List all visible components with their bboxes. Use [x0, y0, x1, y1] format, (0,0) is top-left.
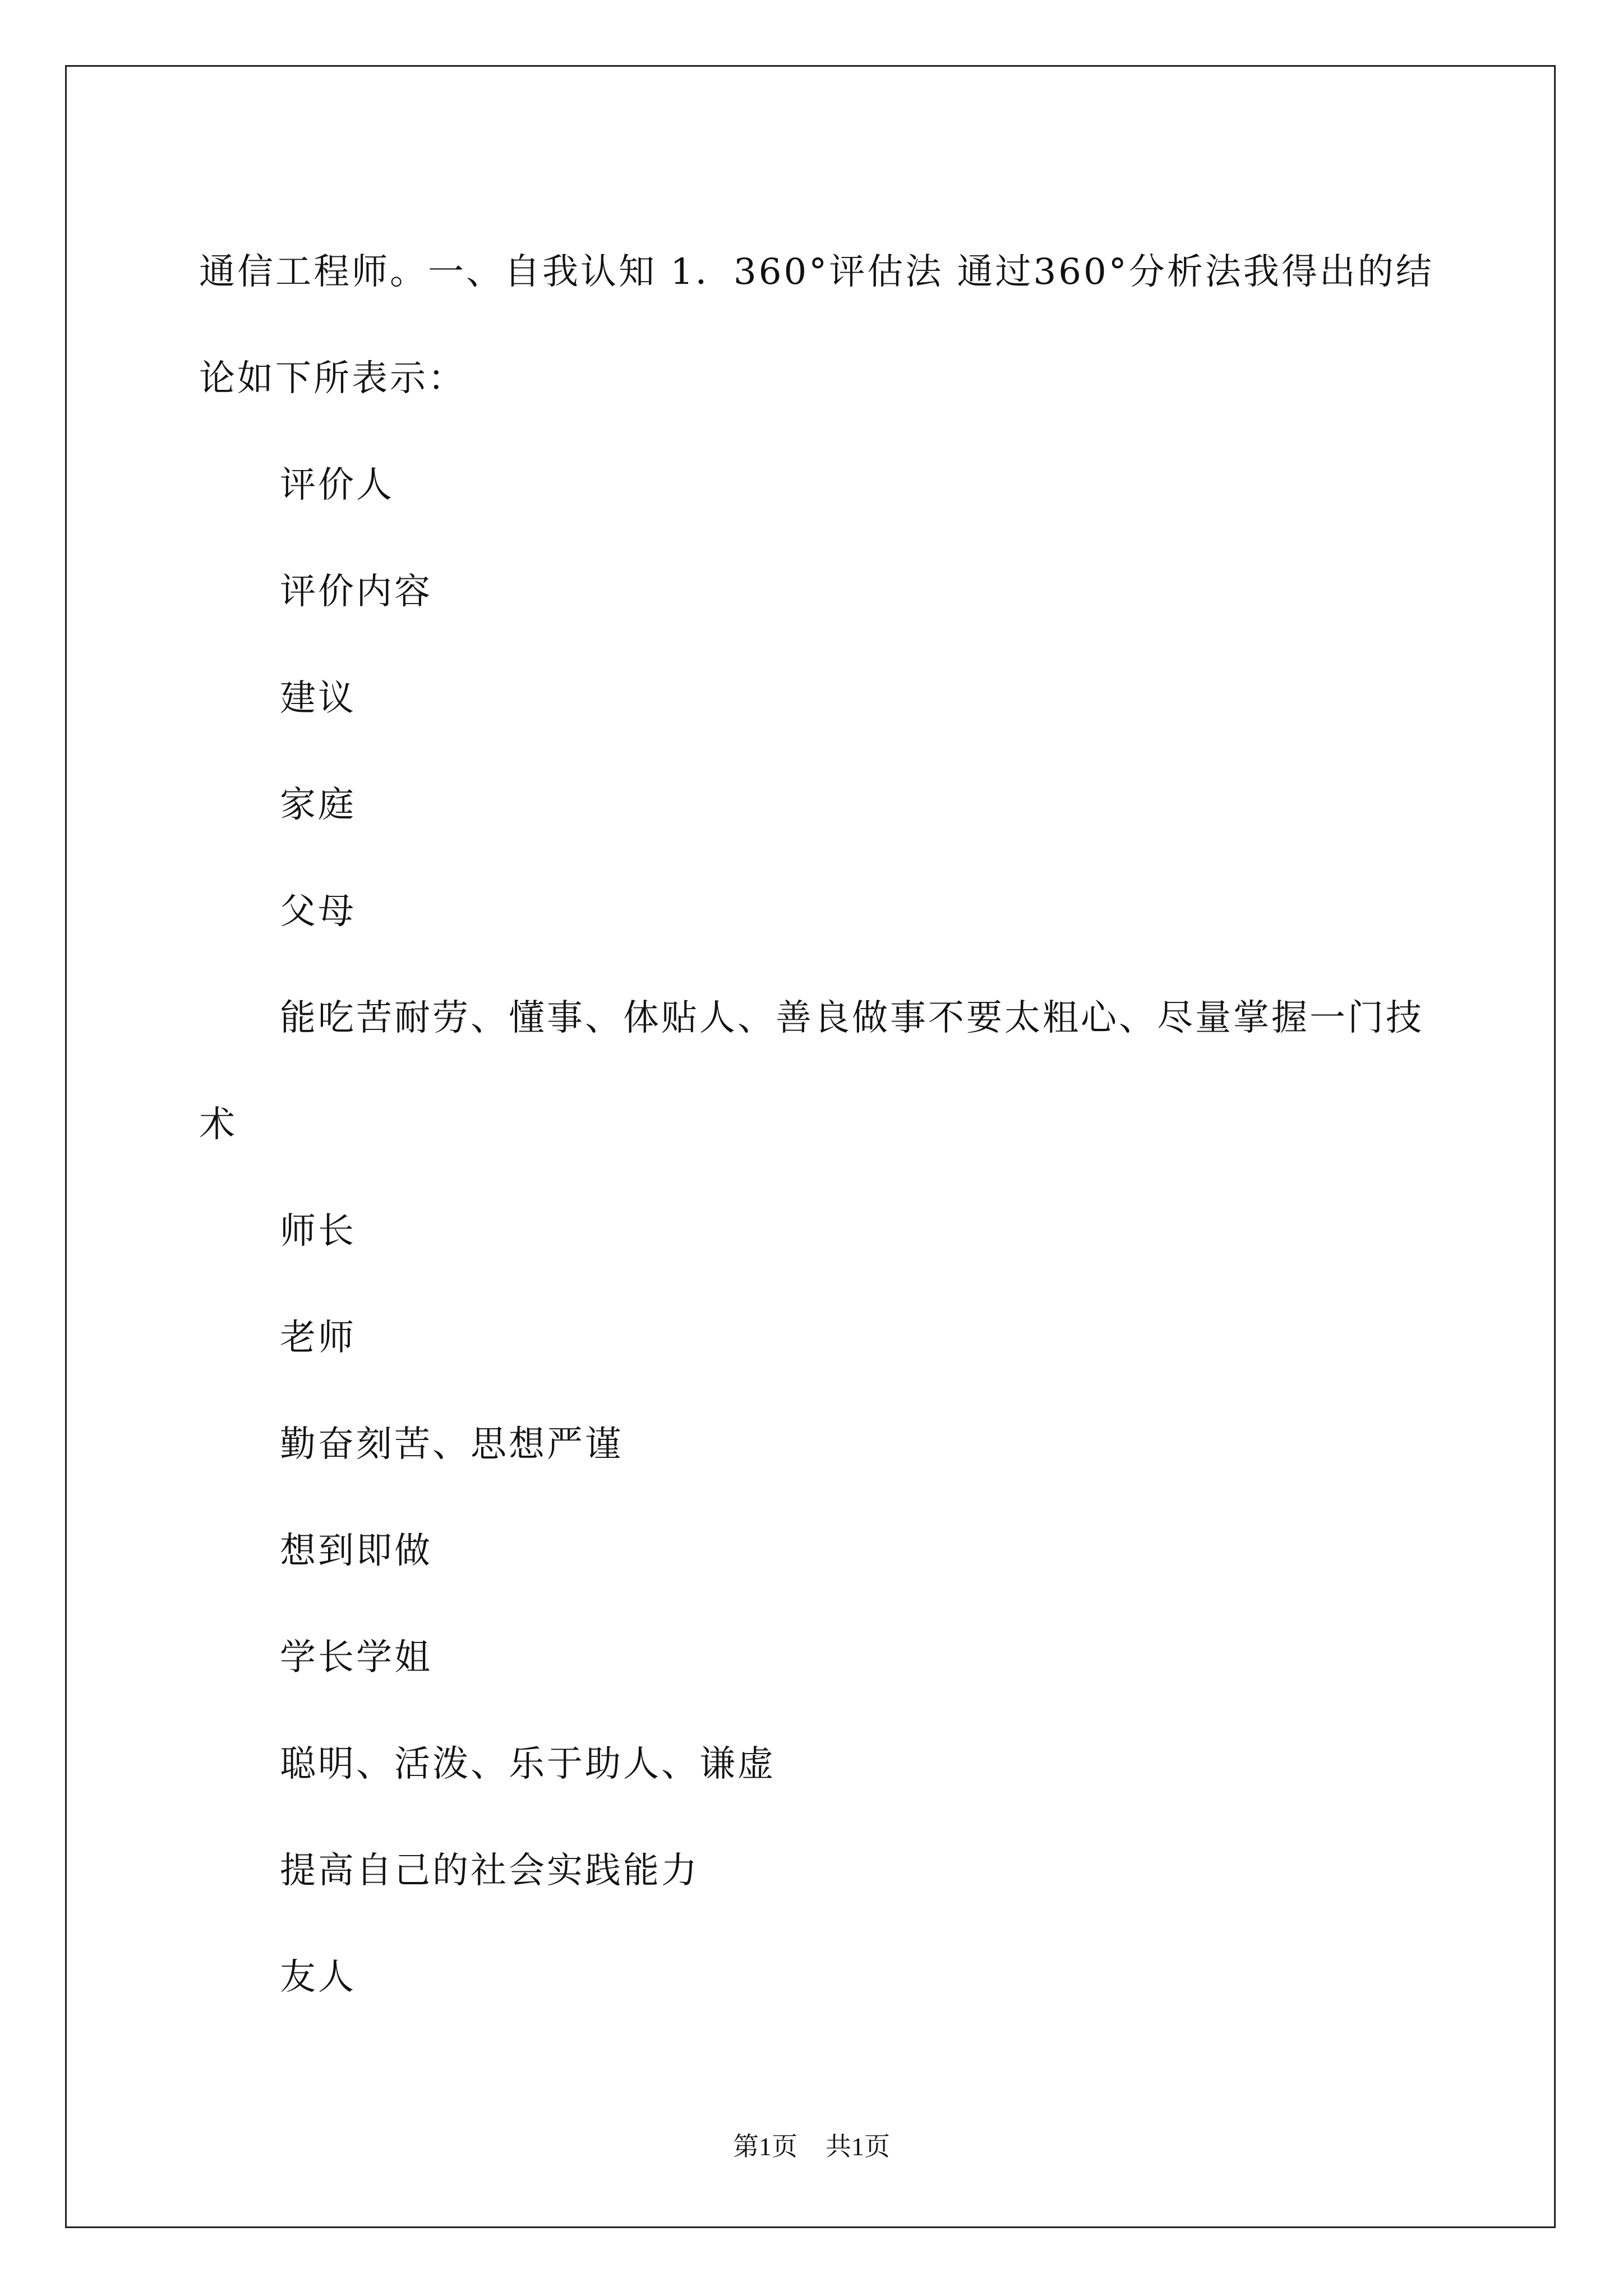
document-body	[199, 219, 1438, 2031]
paragraph: 父母	[280, 891, 356, 932]
page-number-total: 共1页	[826, 2132, 890, 2161]
paragraph: 建议	[280, 678, 356, 719]
page-footer	[0, 2126, 1623, 2163]
paragraph: 通信工程师。一、自我认知 1．360°评估法 通过360°分析法我得出的结论如下所表示：	[199, 251, 1434, 399]
paragraph: 评价人	[280, 464, 394, 506]
paragraph: 家庭	[280, 784, 356, 826]
paragraph: 学长学姐	[280, 1637, 432, 1678]
paragraph: 聪明、活泼、乐于助人、谦虚	[280, 1743, 776, 1785]
paragraph: 能吃苦耐劳、懂事、体贴人、善良做事不要太粗心、尽量掌握一门技术	[199, 997, 1424, 1145]
paragraph: 老师	[280, 1317, 356, 1359]
paragraph: 提高自己的社会实践能力	[280, 1850, 699, 1892]
paragraph: 师长	[280, 1211, 356, 1252]
paragraph: 友人	[280, 1957, 356, 1998]
page-number-current: 第1页	[733, 2132, 797, 2161]
paragraph: 想到即做	[280, 1530, 432, 1572]
paragraph: 评价内容	[280, 571, 432, 613]
paragraph: 勤奋刻苦、思想严谨	[280, 1424, 623, 1465]
